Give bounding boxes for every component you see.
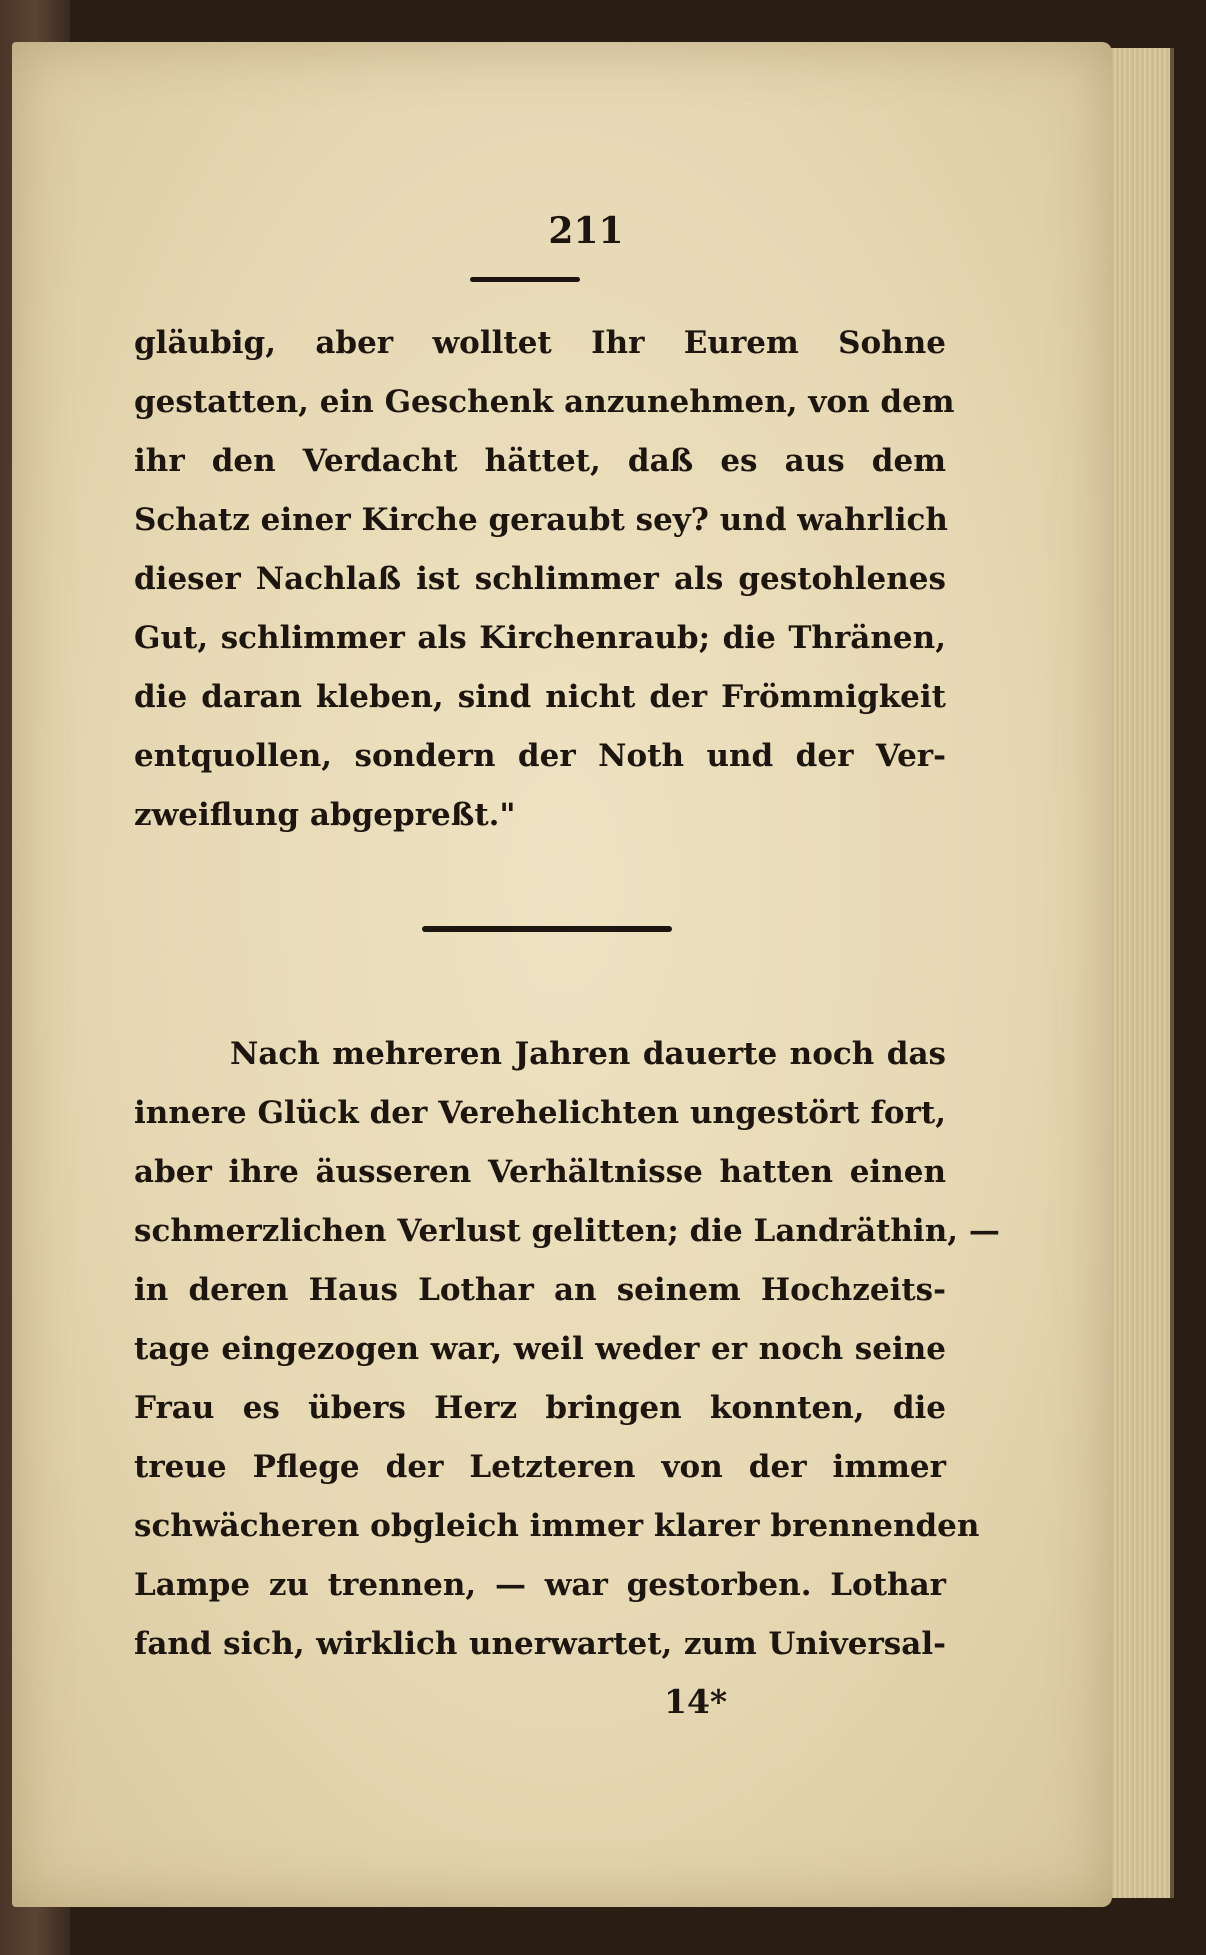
page-number: 211 xyxy=(548,210,624,252)
text-line: schwächeren obgleich immer klarer brennenden xyxy=(134,1508,980,1544)
book-page xyxy=(12,42,1112,1907)
header-rule xyxy=(470,277,580,282)
text-line: gläubig, aber wolltet Ihr Eurem Sohne xyxy=(134,325,946,361)
text-line: treue Pflege der Letzteren von der immer xyxy=(134,1449,946,1485)
text-line: Schatz einer Kirche geraubt sey? und wahrlich xyxy=(134,502,948,538)
text-line: Nach mehreren Jahren dauerte noch das xyxy=(230,1036,946,1072)
text-line: zweiflung abgepreßt." xyxy=(134,797,516,833)
text-line: Lampe zu trennen, — war gestorben. Lothar xyxy=(134,1567,946,1603)
text-line: aber ihre äusseren Verhältnisse hatten einen xyxy=(134,1154,946,1190)
paragraph-2 xyxy=(134,1025,1000,1674)
text-line: dieser Nachlaß ist schlimmer als gestohlenes xyxy=(134,561,946,597)
text-line: tage eingezogen war, weil weder er noch seine xyxy=(134,1331,946,1367)
signature-mark: 14* xyxy=(664,1682,728,1721)
text-line: schmerzlichen Verlust gelitten; die Landräthin, — xyxy=(134,1213,1000,1249)
text-line: entquollen, sondern der Noth und der Ver- xyxy=(134,738,946,774)
text-line: innere Glück der Verehelichten ungestört fort, xyxy=(134,1095,946,1131)
text-line: die daran kleben, sind nicht der Frömmigkeit xyxy=(134,679,946,715)
text-line: Gut, schlimmer als Kirchenraub; die Thränen, xyxy=(134,620,946,656)
text-line: fand sich, wirklich unerwartet, zum Universal- xyxy=(134,1626,946,1662)
text-line: gestatten, ein Geschenk anzunehmen, von dem xyxy=(134,384,955,420)
section-divider xyxy=(422,926,672,932)
text-line: in deren Haus Lothar an seinem Hochzeits- xyxy=(134,1272,946,1308)
text-line: Frau es übers Herz bringen konnten, die xyxy=(134,1390,946,1426)
text-line: ihr den Verdacht hättet, daß es aus dem xyxy=(134,443,946,479)
paragraph-1 xyxy=(134,314,955,845)
